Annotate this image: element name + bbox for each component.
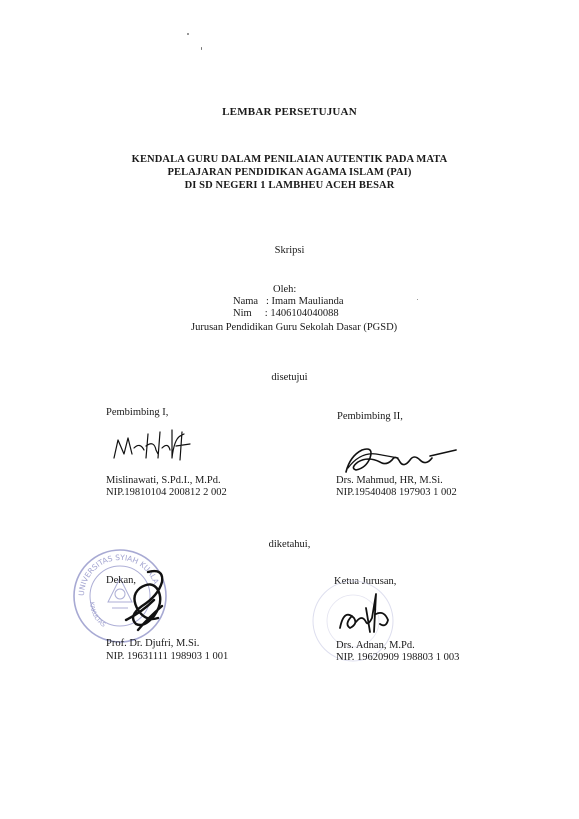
head-name: Drs. Adnan, M.Pd. bbox=[336, 640, 415, 651]
thesis-title bbox=[0, 153, 579, 192]
department: Jurusan Pendidikan Guru Sekolah Dasar (PGSD) bbox=[191, 322, 398, 333]
thesis-title-line: DI SD NEGERI 1 LAMBHEU ACEH BESAR bbox=[184, 180, 395, 191]
scan-speck bbox=[187, 33, 189, 35]
student-name: Nama : Imam Maulianda bbox=[233, 296, 344, 307]
advisor1-role: Pembimbing I, bbox=[106, 407, 169, 418]
dean-signature bbox=[118, 566, 178, 638]
student-nim: Nim : 1406104040088 bbox=[233, 308, 339, 319]
svg-text:KAKULTAS bbox=[88, 602, 107, 629]
dean-role: Dekan, bbox=[106, 575, 137, 586]
page-title: LEMBAR PERSETUJUAN bbox=[222, 106, 357, 118]
advisor2-signature bbox=[340, 438, 460, 478]
scan-speck bbox=[417, 299, 418, 300]
advisor1-nip: NIP.19810104 200812 2 002 bbox=[106, 487, 227, 498]
approved-label: disetujui bbox=[271, 372, 308, 383]
advisor2-nip: NIP.19540408 197903 1 002 bbox=[336, 487, 457, 498]
dean-name: Prof. Dr. Djufri, M.Si. bbox=[106, 638, 200, 649]
document-type: Skripsi bbox=[274, 245, 305, 256]
thesis-title-line: KENDALA GURU DALAM PENILAIAN AUTENTIK PADA MATA bbox=[131, 154, 448, 165]
stamp-inner-text: KAKULTAS bbox=[87, 601, 107, 629]
advisor2-name: Drs. Mahmud, HR, M.Si. bbox=[336, 475, 443, 486]
thesis-title-line: PELAJARAN PENDIDIKAN AGAMA ISLAM (PAI) bbox=[167, 167, 412, 178]
stamp-arc-text: UNIVERSITAS SYIAH KUALA bbox=[76, 552, 161, 597]
scan-speck bbox=[201, 47, 202, 50]
advisor1-signature bbox=[110, 420, 210, 470]
acknowledged-label: diketahui, bbox=[268, 539, 311, 550]
advisor1-name: Mislinawati, S.Pd.I., M.Pd. bbox=[106, 475, 221, 486]
head-signature bbox=[336, 588, 396, 638]
by-label: Oleh: bbox=[273, 284, 297, 295]
head-role: Ketua Jurusan, bbox=[334, 576, 397, 587]
dean-nip: NIP. 19631111 198903 1 001 bbox=[106, 651, 229, 662]
head-nip: NIP. 19620909 198803 1 003 bbox=[336, 652, 460, 663]
advisor2-role: Pembimbing II, bbox=[337, 411, 403, 422]
